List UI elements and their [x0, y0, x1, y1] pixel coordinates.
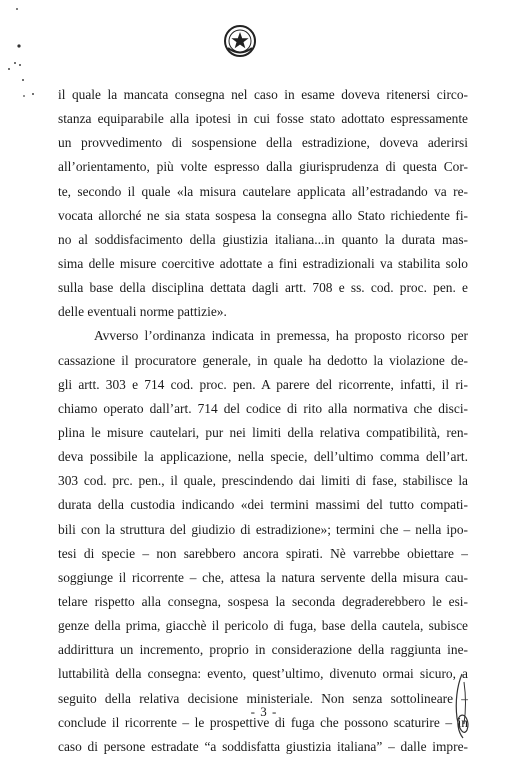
text-line: telare rispetto alla consegna, sospesa la seconda degraderebbero le esi-: [58, 593, 468, 609]
text-line: no al soddisfacimento della giustizia italiana...in quanto la durata mas-: [58, 231, 468, 247]
text-line: addirittura un incremento, proprio in considerazione della raggiunta ine-: [58, 642, 468, 658]
text-line: sima delle misure coercitive adottate a fini estradizionali va stabilita solo: [58, 255, 468, 271]
text-line: tesi di specie – non sarebbero ancora spirati. Nè varrebbe obiettare –: [58, 545, 468, 561]
text-line: stanza equiparabile alla ipotesi in cui fosse stato adottato espressamente: [58, 111, 468, 127]
page-number: - 3 -: [250, 704, 278, 719]
text-line: luttabilità della consegna: evento, quest’ultimo, divenuto ormai sicuro, a: [58, 666, 468, 682]
text-line: all’orientamento, più volte espresso dalla giurisprudenza di questa Cor-: [58, 159, 468, 175]
text-line: 303 cod. prc. pen., il quale, prescindendo dai limiti di fase, stabilisce la: [58, 473, 468, 489]
text-line: caso di persone estradate “a soddisfatta giustizia italiana” – dalle impre-: [58, 738, 468, 754]
text-line: Avverso l’ordinanza indicata in premessa, ha proposto ricorso per: [94, 328, 468, 344]
text-line: il quale la mancata consegna nel caso in esame doveva ritenersi circo-: [58, 87, 468, 102]
text-line: te, secondo il quale «la misura cautelare applicata all’estradando va re-: [58, 183, 468, 199]
text-line: durata della custodia indicando «dei termini massimi del tutto compati-: [58, 497, 468, 513]
paragraph-2: [58, 324, 468, 759]
text-line: gli artt. 303 e 714 cod. proc. pen. A parere del ricorrente, infatti, il ri-: [58, 376, 468, 392]
text-line: seguito della relativa decisione ministeriale. Non senza sottolineare –: [58, 690, 468, 706]
text-line: soggiunge il ricorrente – che, attesa la natura servente della misura cau-: [58, 569, 468, 585]
document-body: [58, 83, 468, 759]
handwritten-signature: [448, 672, 476, 742]
text-line: genze della prima, giacchè il pericolo di fuga, base della cautela, subisce: [58, 618, 468, 634]
text-line: plina le misure cautelari, pur nei limiti della relativa compatibilità, ren-: [58, 424, 468, 440]
text-line: delle eventuali norme pattizie».: [58, 304, 227, 320]
text-line: sulla base della disciplina dettata dagli artt. 708 e ss. cod. proc. pen. e: [58, 280, 468, 296]
text-line: bili con la struttura del giudizio di estradizione»; termini che – nella ipo-: [58, 521, 468, 537]
text-line: un provvedimento di sospensione della estradizione, doveva aderirsi: [58, 135, 468, 151]
text-line: conclude il ricorrente – le prospettive di fuga che possono scaturire – in: [58, 714, 468, 730]
text-line: cassazione il procuratore generale, in quale ha dedotto la violazione de-: [58, 352, 468, 368]
text-line: vocata allorché ne sia stata sospesa la consegna allo Stato richiedente fi-: [58, 207, 468, 223]
paragraph-1: [58, 83, 468, 324]
italian-republic-emblem-icon: [223, 24, 257, 58]
text-line: chiamo operato dall’art. 714 del codice di rito alla normativa che disci-: [58, 400, 468, 416]
margin-scan-marks: [2, 2, 38, 102]
text-line: deva possibile la applicazione, nella specie, dell’ultimo comma dell’art.: [58, 449, 468, 465]
